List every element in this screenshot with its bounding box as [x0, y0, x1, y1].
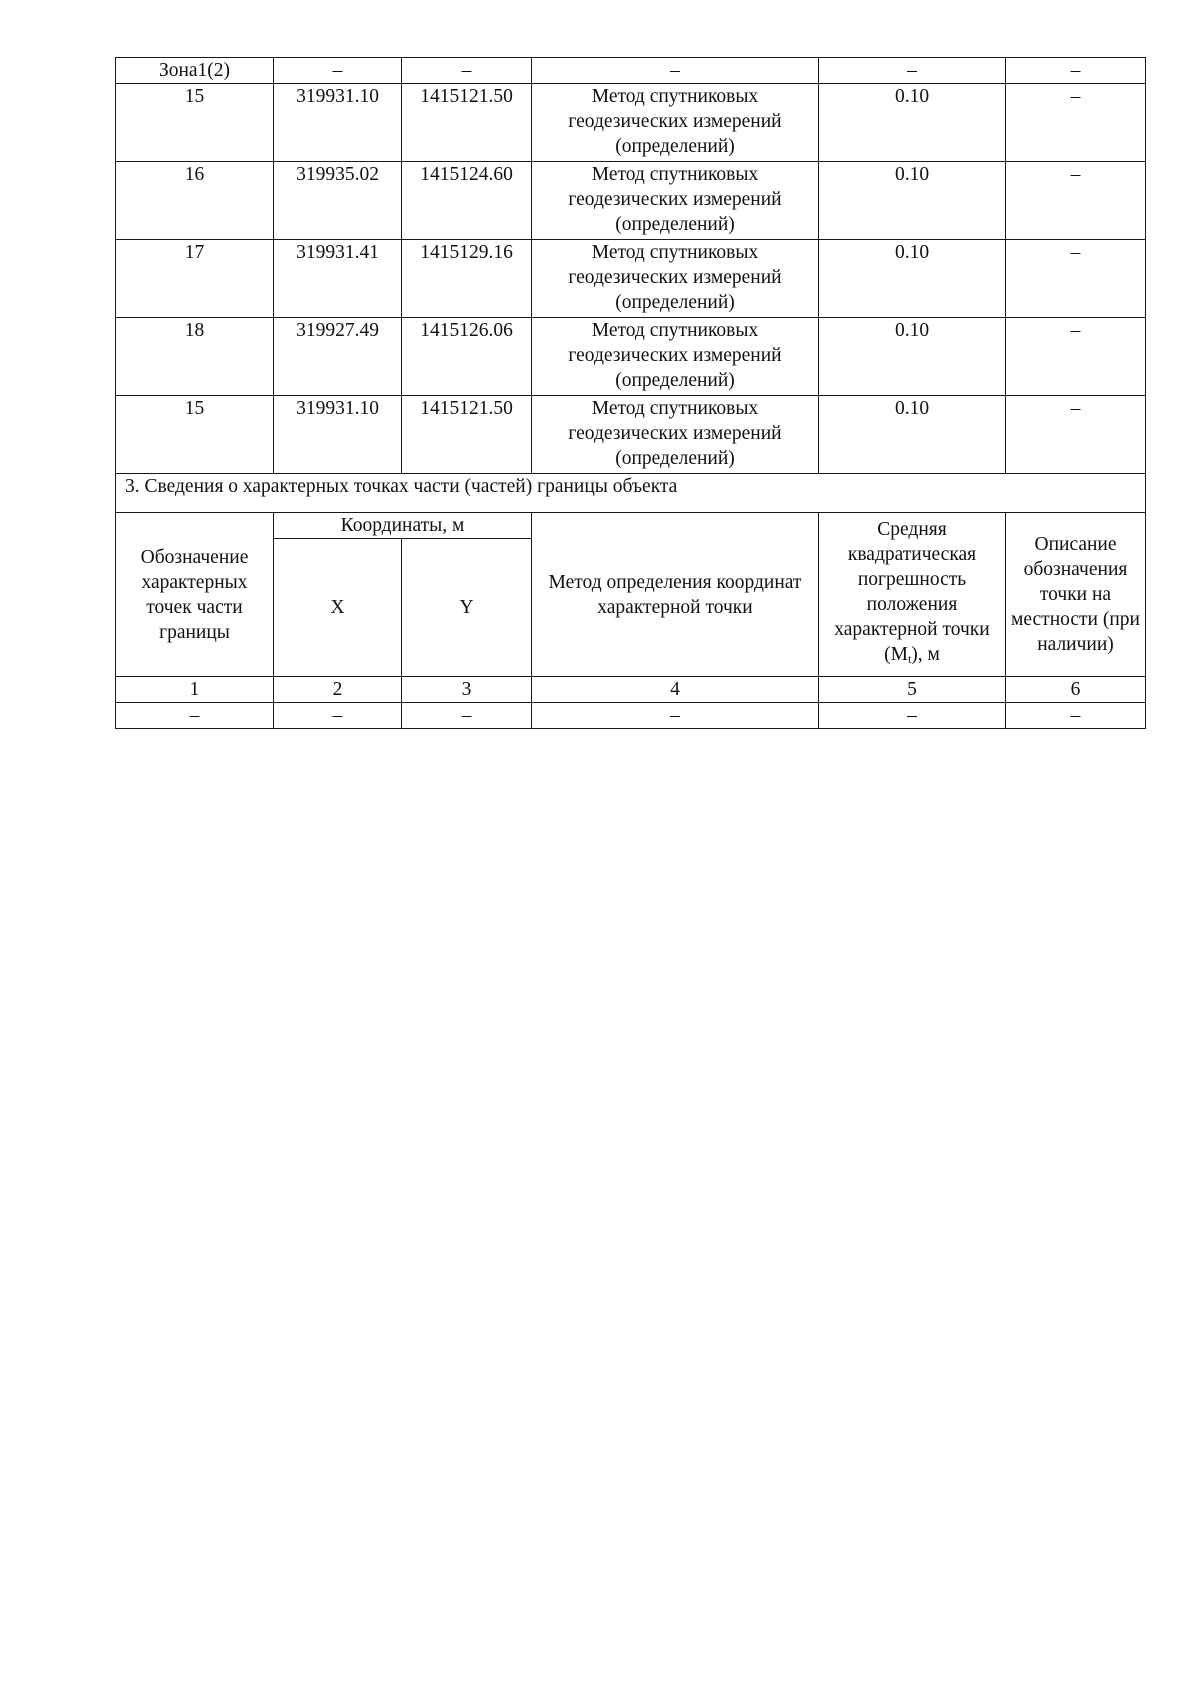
description: –	[1006, 240, 1146, 318]
method-line: геодезических измерений	[568, 189, 782, 210]
description: –	[1006, 318, 1146, 396]
coord-x: 319931.10	[274, 396, 402, 474]
method-line: (определений)	[615, 448, 735, 469]
error-value: 0.10	[819, 240, 1006, 318]
method-cell	[532, 84, 819, 162]
description: –	[1006, 162, 1146, 240]
coord-y: 1415126.06	[402, 318, 532, 396]
method-cell	[532, 162, 819, 240]
method-cell	[532, 240, 819, 318]
method-line: (определений)	[615, 292, 735, 313]
method-line: геодезических измерений	[568, 345, 782, 366]
column-number: 5	[819, 677, 1006, 703]
error-value: 0.10	[819, 84, 1006, 162]
header-coordinates: Координаты, м	[274, 513, 532, 539]
coordinates-table	[115, 57, 1146, 729]
zone-method: –	[532, 58, 819, 84]
header-point-designation: Обозначение характерных точек части границы	[116, 513, 274, 677]
header-mean-error	[819, 513, 1006, 677]
method-line: (определений)	[615, 136, 735, 157]
header-method: Метод определения координат характерной точки	[532, 513, 819, 677]
point-id: 15	[116, 84, 274, 162]
dash-cell: –	[532, 703, 819, 729]
point-id: 18	[116, 318, 274, 396]
table-row	[116, 240, 1146, 318]
header-mean-error-text: Средняя квадратическая погрешность положения характерной точки (M	[834, 519, 990, 665]
document-sheet	[115, 57, 1145, 729]
column-number: 4	[532, 677, 819, 703]
coord-y: 1415129.16	[402, 240, 532, 318]
method-line: Метод спутниковых	[591, 242, 759, 263]
table-row	[116, 318, 1146, 396]
table-row	[116, 396, 1146, 474]
method-line: геодезических измерений	[568, 111, 782, 132]
method-line: геодезических измерений	[568, 267, 782, 288]
section-title: 3. Сведения о характерных точках части (частей) границы объекта	[116, 474, 1146, 513]
empty-data-row	[116, 703, 1146, 729]
point-id: 16	[116, 162, 274, 240]
description: –	[1006, 84, 1146, 162]
method-line: (определений)	[615, 214, 735, 235]
coord-x: 319931.41	[274, 240, 402, 318]
header-mean-error-unit: ), м	[911, 644, 940, 665]
point-id: 15	[116, 396, 274, 474]
column-number: 6	[1006, 677, 1146, 703]
zone-error: –	[819, 58, 1006, 84]
zone-label: Зона1(2)	[116, 58, 274, 84]
header-y: Y	[402, 539, 532, 677]
dash-cell: –	[402, 703, 532, 729]
dash-cell: –	[274, 703, 402, 729]
zone-desc: –	[1006, 58, 1146, 84]
method-line: (определений)	[615, 370, 735, 391]
error-value: 0.10	[819, 162, 1006, 240]
dash-cell: –	[819, 703, 1006, 729]
coord-x: 319931.10	[274, 84, 402, 162]
column-number: 3	[402, 677, 532, 703]
header-mean-error-subscript: t	[907, 652, 912, 666]
coord-x: 319935.02	[274, 162, 402, 240]
table-row	[116, 162, 1146, 240]
method-line: Метод спутниковых	[591, 320, 759, 341]
error-value: 0.10	[819, 396, 1006, 474]
section-heading-row	[116, 474, 1146, 513]
coord-y: 1415121.50	[402, 396, 532, 474]
method-line: Метод спутниковых	[591, 164, 759, 185]
dash-cell: –	[116, 703, 274, 729]
coord-y: 1415121.50	[402, 84, 532, 162]
method-line: геодезических измерений	[568, 423, 782, 444]
method-line: Метод спутниковых	[591, 86, 759, 107]
table-row	[116, 84, 1146, 162]
column-number-row	[116, 677, 1146, 703]
zone-row	[116, 58, 1146, 84]
column-number: 2	[274, 677, 402, 703]
method-line: Метод спутниковых	[591, 398, 759, 419]
coord-y: 1415124.60	[402, 162, 532, 240]
description: –	[1006, 396, 1146, 474]
dash-cell: –	[1006, 703, 1146, 729]
header-description: Описание обозначения точки на местности (при наличии)	[1006, 513, 1146, 677]
zone-x: –	[274, 58, 402, 84]
error-value: 0.10	[819, 318, 1006, 396]
header-row	[116, 513, 1146, 539]
column-number: 1	[116, 677, 274, 703]
point-id: 17	[116, 240, 274, 318]
coord-x: 319927.49	[274, 318, 402, 396]
zone-y: –	[402, 58, 532, 84]
method-cell	[532, 318, 819, 396]
method-cell	[532, 396, 819, 474]
header-x: X	[274, 539, 402, 677]
